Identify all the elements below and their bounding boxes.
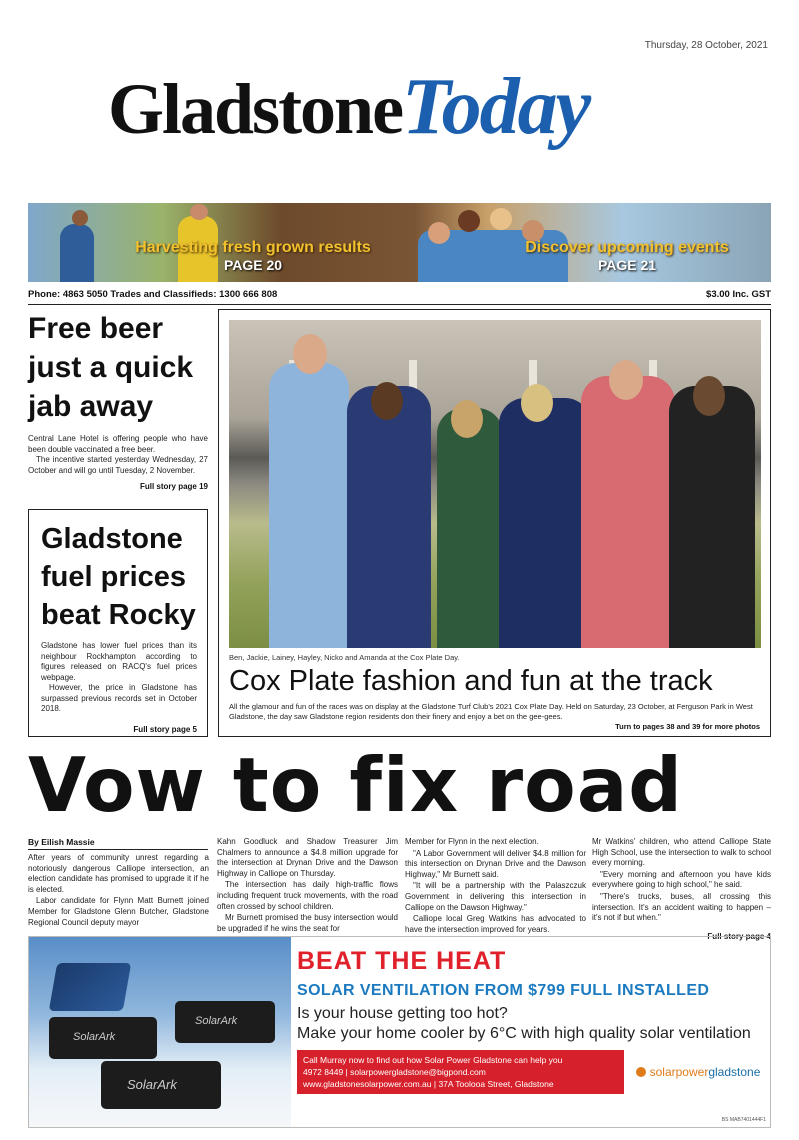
person-nicko-head	[609, 360, 643, 400]
logo-solarpower: solarpower	[649, 1065, 709, 1079]
solar-vent-image	[29, 937, 291, 1127]
byline-divider	[28, 849, 208, 850]
lead-column-1	[28, 853, 209, 929]
lead-paragraph: "Every morning and afternoon you have kids everywhere going to high school," he said.	[592, 869, 771, 890]
lead-column-3	[405, 837, 586, 936]
story-fuel-prices[interactable]	[28, 509, 208, 737]
issue-date: Thursday, 28 October, 2021	[644, 40, 768, 51]
story-free-beer-para: The incentive started yesterday Wednesday, 27 October and will go until Tuesday, 2 November.	[28, 455, 208, 475]
sun-icon	[636, 1067, 646, 1077]
lead-paragraph: Kahn Goodluck and Shadow Treasurer Jim Chalmers to announce a $4.8 million upgrade for the intersection at Drynan Drive and the Dawson Highway in Calliope on Thursday.	[217, 837, 398, 878]
story-fuel-prices-para: However, the price in Gladstone has surpassed previous records set in October 2018.	[41, 683, 197, 713]
lead-more-link[interactable]: Full story page 4	[707, 931, 771, 941]
ad-contact-phone-email[interactable]: 4972 8449 | solarpowergladstone@bigpond.com	[303, 1067, 486, 1077]
cover-price: $3.00 Inc. GST	[706, 289, 771, 300]
person-jackie-head	[371, 382, 403, 420]
story-fuel-prices-para: Gladstone has lower fuel prices than its neighbour Rockhampton according to figures released on RACQ's fuel prices webpage.	[41, 641, 197, 682]
person-amanda	[669, 386, 755, 648]
person-hayley	[499, 398, 591, 648]
person-amanda-head	[693, 376, 725, 416]
lead-paragraph: The intersection has daily high-traffic flows including frequent truck movements, with the road often crossed by school children.	[217, 880, 398, 911]
worker-head	[190, 204, 208, 220]
promo-harvest-page: PAGE 20	[223, 257, 283, 273]
masthead-gladstone: Gladstone	[108, 69, 403, 149]
person-jackie	[347, 386, 431, 648]
vent-brand-label: SolarArk	[73, 1031, 116, 1043]
lead-column-4	[592, 837, 771, 942]
solar-advertisement[interactable]	[28, 936, 771, 1128]
friend-head-2	[458, 210, 480, 232]
masthead-today: Today	[402, 63, 590, 151]
lead-paragraph: Mr Watkins' children, who attend Calliope State High School, use the intersection to walk to school every morning.	[592, 837, 771, 868]
feature-body: All the glamour and fun of the races was on display at the Gladstone Turf Club's 2021 Cox Plate Day. Held on Saturday, 23 October, at Ferguson Park in West Gladstone, the day saw Gladstone region residents don their finery and enjoy a bet on the gee-gees.	[229, 702, 753, 721]
vent-unit	[175, 1001, 275, 1043]
lead-paragraph: Calliope local Greg Watkins has advocated to have the intersection improved for years.	[405, 914, 586, 934]
header-divider	[28, 304, 771, 305]
feature-headline: Cox Plate fashion and fun at the track	[229, 665, 713, 697]
vent-unit	[49, 1017, 157, 1059]
person-hayley-head	[521, 384, 553, 422]
lead-byline: By Eilish Massie	[28, 837, 95, 847]
ad-line-2: Make your home cooler by 6°C with high quality solar ventilation	[297, 1025, 751, 1042]
promo-banner	[28, 203, 771, 282]
story-fuel-prices-more-link[interactable]: Full story page 5	[133, 724, 197, 734]
friend-head-1	[428, 222, 450, 244]
story-free-beer-more-link[interactable]: Full story page 19	[139, 482, 208, 491]
story-free-beer[interactable]	[28, 309, 208, 491]
person-ben	[269, 363, 349, 648]
friend-head-3	[490, 208, 512, 230]
vent-brand-label: SolarArk	[195, 1015, 238, 1027]
ad-contact-call: Call Murray now to find out how Solar Power Gladstone can help you	[303, 1055, 563, 1065]
lead-headline[interactable]: Vow to fix road	[28, 741, 683, 829]
vent-unit	[101, 1061, 221, 1109]
promo-harvest-title: Harvesting fresh grown results	[135, 239, 371, 256]
promo-harvest[interactable]	[108, 239, 398, 273]
ad-reference-code: BS MAB7401444F1	[721, 1117, 766, 1123]
vent-brand-label: SolarArk	[127, 1077, 177, 1092]
solar-panel	[49, 963, 131, 1011]
promo-events-title: Discover upcoming events	[525, 239, 729, 256]
story-free-beer-headline: Free beer just a quick jab away	[28, 312, 194, 423]
person-lainey-head	[451, 400, 483, 438]
info-bar	[28, 289, 771, 303]
person-ben-head	[293, 334, 327, 374]
person-lainey	[437, 408, 503, 648]
feature-photo	[229, 320, 761, 648]
story-free-beer-para: Central Lane Hotel is offering people who have been double vaccinated a free beer.	[28, 434, 208, 454]
story-fuel-prices-headline: Gladstone fuel prices beat Rocky	[41, 523, 196, 631]
lead-column-2	[217, 837, 398, 935]
lead-paragraph: "There's trucks, buses, all crossing this intersection. It's an accident waiting to happen – it's not if but when."	[592, 891, 771, 923]
lead-paragraph: Member for Flynn in the next election.	[405, 837, 539, 846]
lead-paragraph: Mr Burnett promised the busy intersection would be upgraded if he wins the seat for	[217, 913, 398, 933]
contact-numbers: Phone: 4863 5050 Trades and Classifieds: 1300 666 808	[28, 289, 278, 300]
ad-line-1: Is your house getting too hot?	[297, 1005, 508, 1022]
ad-contact-web-address[interactable]: www.gladstonesolarpower.com.au | 37A Toolooa Street, Gladstone	[303, 1079, 554, 1089]
lead-paragraph: "It will be a partnership with the Palaszczuk Government in delivering this intersection in Calliope on the Dawson Highway."	[405, 881, 586, 912]
person-nicko	[581, 376, 675, 648]
logo-gladstone: gladstone	[708, 1065, 761, 1079]
promo-events-page: PAGE 21	[597, 257, 657, 273]
solar-power-gladstone-logo	[629, 1050, 767, 1094]
lead-paragraph: Labor candidate for Flynn Matt Burnett joined Member for Gladstone Glenn Butcher, Gladstone Regional Council deputy mayor	[28, 896, 209, 927]
masthead-logo[interactable]	[108, 62, 589, 172]
lead-paragraph: "A Labor Government will deliver $4.8 million for this intersection on Drynan Drive and the Dawson Highway," Mr Burnett said.	[405, 848, 586, 879]
feature-cox-plate[interactable]	[218, 309, 771, 737]
ad-contact-box[interactable]	[297, 1050, 624, 1094]
feature-more-link[interactable]: Turn to pages 38 and 39 for more photos	[615, 722, 760, 731]
lead-paragraph: After years of community unrest regarding a notoriously dangerous Calliope intersection, an election candidate has promised to upgrade it if he is elected.	[28, 853, 209, 894]
ad-title: BEAT THE HEAT	[297, 947, 507, 975]
promo-events[interactable]	[504, 239, 750, 273]
farmer-figure	[60, 224, 94, 282]
ad-subtitle: SOLAR VENTILATION FROM $799 FULL INSTALLED	[297, 982, 710, 999]
farmer-head	[72, 210, 88, 226]
feature-photo-caption: Ben, Jackie, Lainey, Hayley, Nicko and Amanda at the Cox Plate Day.	[229, 653, 460, 662]
